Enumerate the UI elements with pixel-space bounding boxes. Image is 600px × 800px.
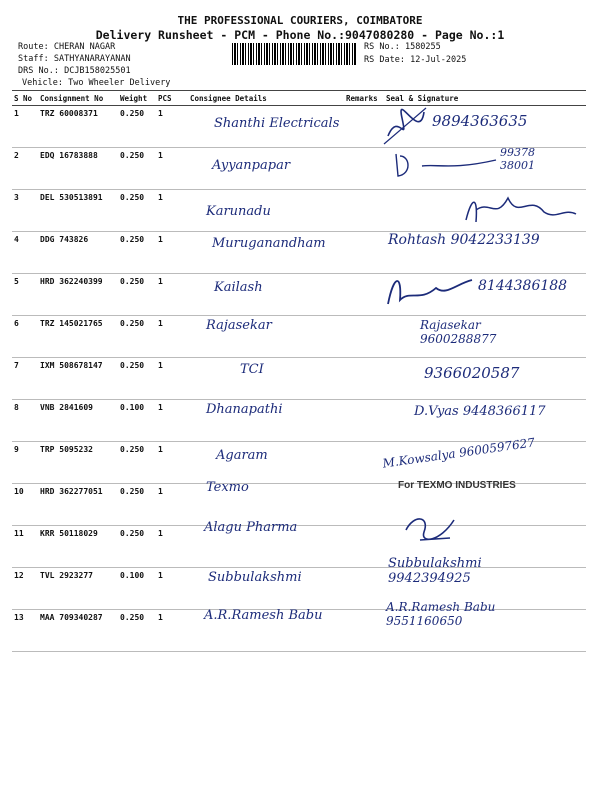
col-remarks: Remarks [346, 93, 378, 103]
remarks-cell [344, 106, 384, 148]
table-header-row [12, 91, 586, 106]
weight-cell: 0.250 [118, 148, 156, 190]
remarks-cell [344, 316, 384, 358]
weight-cell: 0.250 [118, 484, 156, 526]
weight-cell: 0.250 [118, 274, 156, 316]
consignee-hand: Ayyanpapar [212, 158, 291, 173]
weight-cell: 0.250 [118, 190, 156, 232]
remarks-cell [344, 274, 384, 316]
remarks-cell [344, 358, 384, 400]
weight-cell: 0.250 [118, 526, 156, 568]
signature: 99378 38001 [500, 146, 535, 172]
rs-date-value: 12-Jul-2025 [410, 55, 467, 65]
consignment-cell: DDG 743826 [38, 232, 118, 274]
staff-value: SATHYANARAYANAN [53, 54, 131, 64]
signature: D.Vyas 9448366117 [414, 404, 546, 419]
pcs-cell: 1 [156, 148, 188, 190]
col-seal: Seal & Signature [386, 93, 459, 103]
remarks-cell [344, 442, 384, 484]
consignment-cell: EDQ 16783888 [38, 148, 118, 190]
signature: 9894363635 [432, 112, 528, 130]
consignee-hand: Shanthi Electricals [214, 116, 340, 131]
signature-scribble [460, 190, 580, 230]
rs-date-label: RS Date: [364, 55, 405, 65]
consignment-cell: TRZ 145021765 [38, 316, 118, 358]
consignee-hand: Agaram [216, 448, 268, 463]
signature: Rohtash 9042233139 [388, 232, 540, 248]
consignee-hand: A.R.Ramesh Babu [204, 608, 323, 623]
rs-date-line [364, 55, 466, 65]
remarks-cell [344, 526, 384, 568]
consignee-hand: Rajasekar [206, 318, 272, 333]
consignee-hand: Texmo [206, 480, 249, 495]
vehicle-line [22, 78, 170, 88]
sno-cell: 11 [12, 526, 38, 568]
drs-label: DRS No.: [18, 66, 59, 76]
pcs-cell: 1 [156, 442, 188, 484]
sno-cell: 8 [12, 400, 38, 442]
weight-cell: 0.250 [118, 106, 156, 148]
weight-cell: 0.100 [118, 568, 156, 610]
consignment-cell: HRD 362277051 [38, 484, 118, 526]
pcs-cell: 1 [156, 526, 188, 568]
signature-scribble [380, 106, 430, 150]
consignee-hand: TCI [240, 362, 264, 377]
col-pcs: PCS [158, 93, 172, 103]
consignment-cell: HRD 362240399 [38, 274, 118, 316]
drs-line [18, 66, 131, 76]
sno-cell: 9 [12, 442, 38, 484]
vehicle-value: Two Wheeler Delivery [68, 78, 171, 88]
consignee-hand: Muruganandham [212, 236, 326, 251]
weight-cell: 0.250 [118, 232, 156, 274]
signature: Subbulakshmi 9942394925 [388, 556, 482, 586]
route-label: Route: [18, 42, 49, 52]
col-consignee: Consignee Details [190, 93, 267, 103]
sno-cell: 13 [12, 610, 38, 652]
consignee-cell [188, 274, 344, 316]
consignment-cell: MAA 709340287 [38, 610, 118, 652]
signature-scribble [400, 512, 460, 546]
consignee-hand: Karunadu [206, 204, 271, 219]
pcs-cell: 1 [156, 568, 188, 610]
route-value: CHERAN NAGAR [53, 42, 116, 52]
consignment-cell: KRR 50118029 [38, 526, 118, 568]
staff-label: Staff: [18, 54, 49, 64]
sno-cell: 12 [12, 568, 38, 610]
rs-no-line [364, 42, 441, 52]
sno-cell: 3 [12, 190, 38, 232]
pcs-cell: 1 [156, 106, 188, 148]
signature-scribble [392, 150, 502, 180]
weight-cell: 0.250 [118, 316, 156, 358]
consignee-hand: Alagu Pharma [204, 520, 298, 535]
pcs-cell: 1 [156, 274, 188, 316]
remarks-cell [344, 568, 384, 610]
staff-line [18, 54, 131, 64]
sno-cell: 6 [12, 316, 38, 358]
weight-cell: 0.100 [118, 400, 156, 442]
signature-scribble [380, 270, 480, 310]
route-line [18, 42, 115, 52]
consignment-cell: TVL 2923277 [38, 568, 118, 610]
pcs-cell: 1 [156, 190, 188, 232]
sno-cell: 10 [12, 484, 38, 526]
barcode [232, 43, 356, 65]
company-title: THE PROFESSIONAL COURIERS, COIMBATORE [177, 14, 423, 27]
consignee-hand: Kailash [214, 280, 263, 295]
remarks-cell [344, 484, 384, 526]
sno-cell: 1 [12, 106, 38, 148]
consignee-hand: Dhanapathi [206, 402, 283, 417]
signature: 9366020587 [424, 364, 520, 382]
rs-no-value: 1580255 [404, 42, 441, 52]
remarks-cell [344, 610, 384, 652]
consignment-cell: DEL 530513891 [38, 190, 118, 232]
consignee-cell [188, 358, 344, 400]
signature: A.R.Ramesh Babu 9551160650 [386, 600, 496, 628]
col-weight: Weight [120, 93, 148, 103]
pcs-cell: 1 [156, 316, 188, 358]
col-sno: S No [14, 93, 33, 103]
consignment-cell: IXM 508678147 [38, 358, 118, 400]
consignment-cell: TRP 5095232 [38, 442, 118, 484]
remarks-cell [344, 232, 384, 274]
sno-cell: 7 [12, 358, 38, 400]
signature: 8144386188 [478, 278, 568, 294]
pcs-cell: 1 [156, 484, 188, 526]
pcs-cell: 1 [156, 400, 188, 442]
signature: M.Kowsalya 9600597627 [381, 435, 536, 471]
consignee-hand: Subbulakshmi [208, 570, 302, 585]
sno-cell: 4 [12, 232, 38, 274]
sno-cell: 5 [12, 274, 38, 316]
consignment-cell: VNB 2841609 [38, 400, 118, 442]
pcs-cell: 1 [156, 358, 188, 400]
weight-cell: 0.250 [118, 610, 156, 652]
remarks-cell [344, 148, 384, 190]
rs-no-label: RS No.: [364, 42, 400, 52]
runsheet-subtitle: Delivery Runsheet - PCM - Phone No.:9047080280 - Page No.:1 [95, 28, 505, 42]
pcs-cell: 1 [156, 610, 188, 652]
vehicle-label: Vehicle: [22, 78, 63, 88]
signature: Rajasekar 9600288877 [420, 318, 497, 346]
weight-cell: 0.250 [118, 358, 156, 400]
col-consignment: Consignment No [40, 93, 104, 103]
sno-cell: 2 [12, 148, 38, 190]
weight-cell: 0.250 [118, 442, 156, 484]
remarks-cell [344, 190, 384, 232]
consignment-cell: TRZ 60008371 [38, 106, 118, 148]
remarks-cell [344, 400, 384, 442]
drs-value: DCJB158025501 [64, 66, 131, 76]
pcs-cell: 1 [156, 232, 188, 274]
company-stamp: For TEXMO INDUSTRIES [398, 480, 516, 491]
